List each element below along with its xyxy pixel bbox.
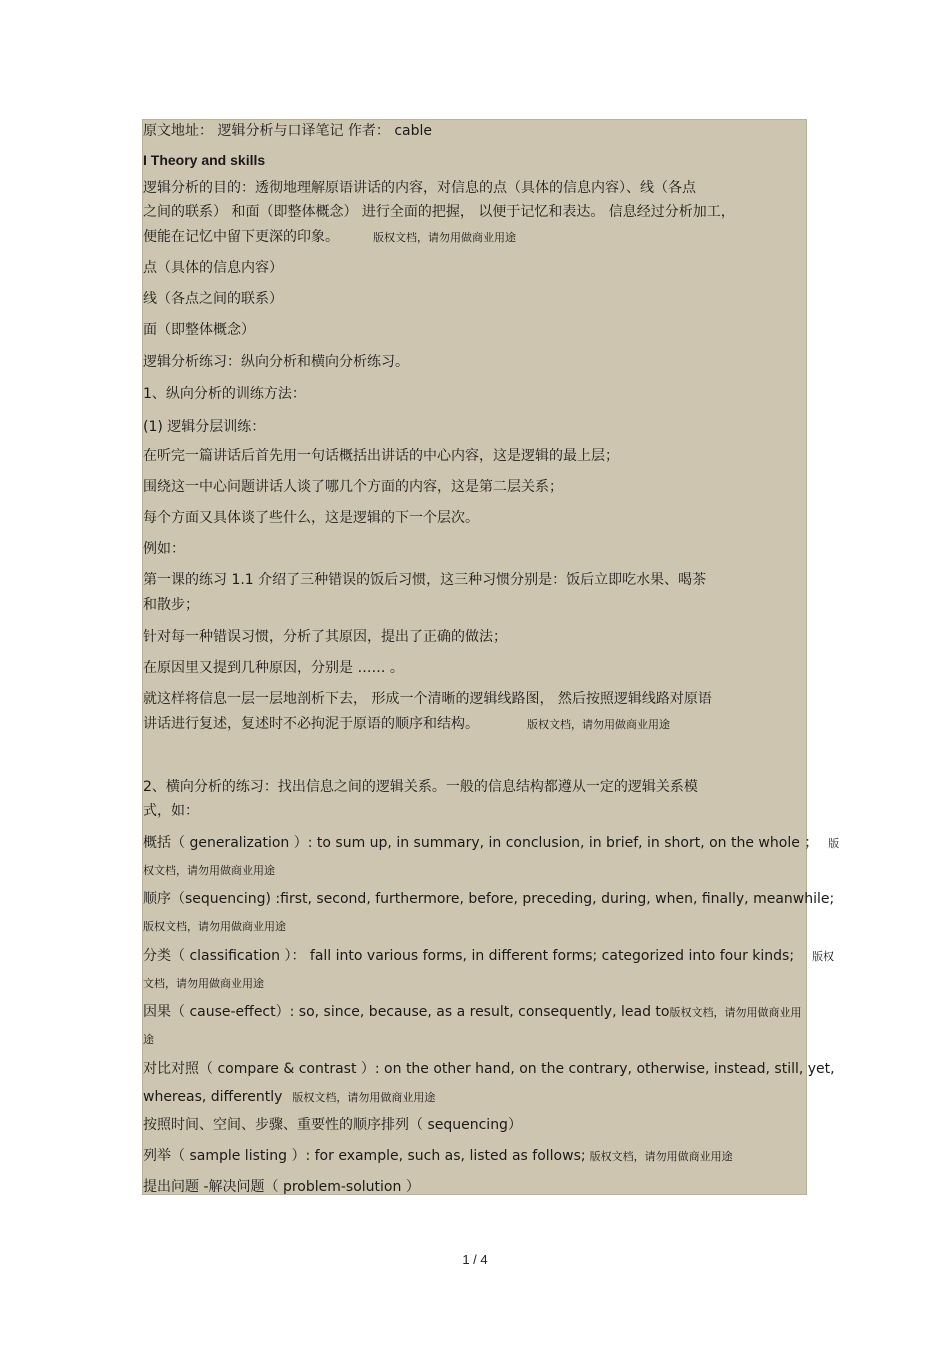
listing-line: 列举（ sample listing ）: for example, such as, listed as follows; 版权文档，请勿用做商业用途 — [143, 1148, 733, 1164]
layer-line-2: 围绕这一中心问题讲话人谈了哪几个方面的内容，这是第二层关系； — [143, 479, 563, 495]
cause-effect-watermark: 途 — [143, 1033, 154, 1046]
vertical-heading: 1、纵向分析的训练方法： — [143, 386, 306, 402]
face-line: 面（即整体概念） — [143, 322, 255, 338]
intro-line-1: 逻辑分析的目的：透彻地理解原语讲话的内容，对信息的点（具体的信息内容）、线（各点 — [143, 180, 696, 196]
summary-line-1: 就这样将信息一层一层地剖析下去， 形成一个清晰的逻辑线路图， 然后按照逻辑线路对原语 — [143, 691, 712, 707]
sequencing-watermark: 版权文档，请勿用做商业用途 — [143, 920, 286, 933]
watermark-note: 版权文档，请勿用做商业用途 — [373, 231, 516, 244]
link-line: 线（各点之间的联系） — [143, 291, 283, 307]
layer-line-1: 在听完一篇讲话后首先用一句话概括出讲话的中心内容，这是逻辑的最上层； — [143, 448, 619, 464]
problem-solution-line: 提出问题 -解决问题（ problem-solution ） — [143, 1179, 420, 1195]
example-line-3: 在原因里又提到几种原因，分别是 …… 。 — [143, 660, 404, 676]
compare-line-1: 对比对照（ compare & contrast ）: on the other hand, on the contrary, otherwise, instead, still, yet, — [143, 1061, 835, 1077]
sequencing-line: 顺序（sequencing) :first, second, furthermore, before, preceding, during, when, finally, meanwhile; — [143, 891, 835, 907]
document-panel — [142, 119, 807, 1195]
practice-line: 逻辑分析练习：纵向分析和横向分析练习。 — [143, 354, 409, 370]
layered-heading: (1) 逻辑分层训练： — [143, 419, 266, 435]
example-label: 例如： — [143, 541, 185, 557]
generalization-line: 概括（ generalization ）: to sum up, in summary, in conclusion, in brief, in short, on the whole ； 版 — [143, 835, 840, 851]
example-line-1a: 第一课的练习 1.1 介绍了三种错误的饭后习惯，这三种习惯分别是：饭后立即吃水果、喝茶 — [143, 572, 707, 588]
cause-effect-line: 因果（ cause-effect）: so, since, because, as a result, consequently, lead to版权文档，请勿用做商业用 — [143, 1004, 802, 1020]
compare-line-2: whereas, differently 版权文档，请勿用做商业用途 — [143, 1089, 436, 1105]
example-line-1b: 和散步； — [143, 597, 199, 613]
summary-line-2: 讲话进行复述，复述时不必拘泥于原语的顺序和结构。 版权文档，请勿用做商业用途 — [143, 716, 670, 732]
section-title: I Theory and skills — [143, 152, 266, 168]
order-line: 按照时间、空间、步骤、重要性的顺序排列（ sequencing） — [143, 1117, 522, 1133]
watermark-note: 版权文档，请勿用做商业用途 — [527, 718, 670, 731]
generalization-watermark: 权文档，请勿用做商业用途 — [143, 864, 275, 877]
header-line: 原文地址： 逻辑分析与口译笔记 作者： cable — [143, 123, 433, 139]
intro-line-2: 之间的联系） 和面（即整体概念） 进行全面的把握， 以便于记忆和表达。 信息经过分析加工， — [143, 204, 735, 220]
horizontal-line-1: 2、横向分析的练习：找出信息之间的逻辑关系。一般的信息结构都遵从一定的逻辑关系模 — [143, 779, 698, 795]
horizontal-line-2: 式，如： — [143, 803, 199, 819]
classification-watermark: 文档，请勿用做商业用途 — [143, 977, 264, 990]
intro-line-3: 便能在记忆中留下更深的印象。 版权文档，请勿用做商业用途 — [143, 229, 516, 245]
classification-line: 分类（ classification ）： fall into various forms, in different forms; categorized into four kinds; 版权 — [143, 948, 835, 964]
page-number: 1 / 4 — [462, 1252, 488, 1267]
point-line: 点（具体的信息内容） — [143, 260, 283, 276]
layer-line-3: 每个方面又具体谈了些什么，这是逻辑的下一个层次。 — [143, 510, 479, 526]
example-line-2: 针对每一种错误习惯，分析了其原因，提出了正确的做法； — [143, 629, 507, 645]
